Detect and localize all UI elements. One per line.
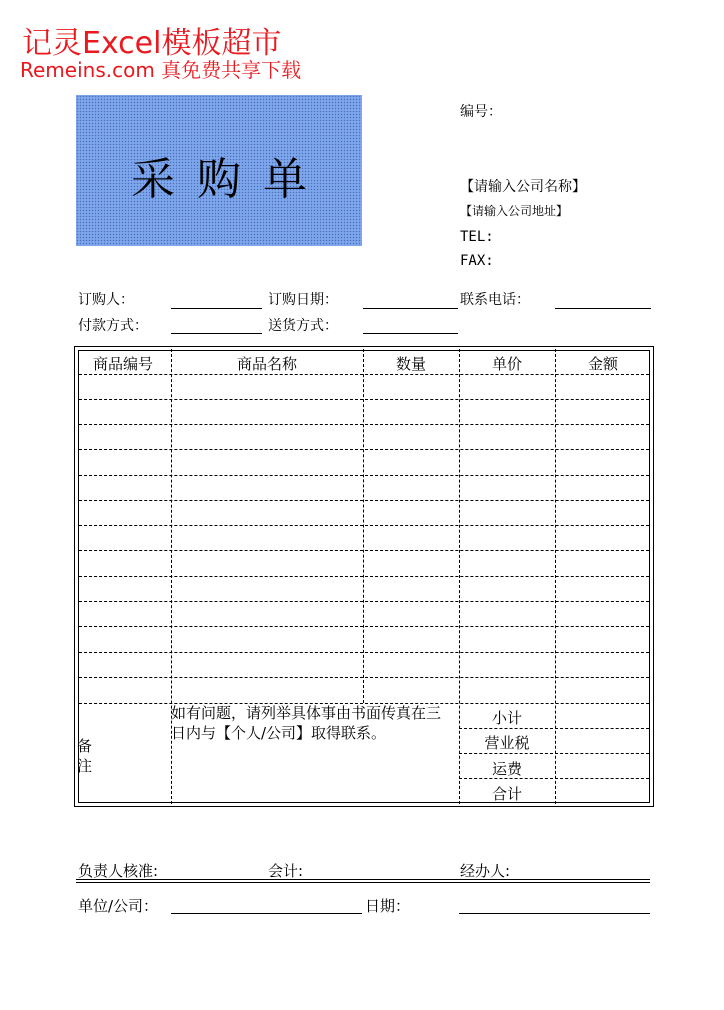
title-banner (76, 95, 362, 246)
delivery-method-field[interactable] (363, 333, 458, 334)
unit-label: 单位/公司： (78, 897, 159, 915)
date-field[interactable] (459, 913, 650, 914)
table-row (79, 525, 649, 526)
col-header-name: 商品名称 (236, 355, 297, 373)
order-date-field[interactable] (363, 308, 458, 309)
accountant-label: 会计: (268, 862, 304, 880)
table-row (79, 626, 649, 627)
orderer-label: 订购人： (78, 292, 134, 308)
document-title: 采购单 (131, 154, 329, 205)
company-name: 【请输入公司名称】 (460, 179, 586, 195)
watermark-title: 记灵Excel模板超市 (22, 26, 282, 61)
totals-row-line (459, 753, 649, 754)
table-row (79, 399, 649, 400)
table-row (79, 424, 649, 425)
payment-method-label: 付款方式： (78, 318, 148, 334)
table-row (79, 449, 649, 450)
remarks-text: 如有问题，请列举具体事由书面传真在三日内与【个人/公司】取得联系。 (171, 704, 442, 742)
total-label: 合计 (491, 785, 522, 803)
table-row (79, 475, 649, 476)
contact-phone-field[interactable] (555, 308, 651, 309)
col-divider (363, 349, 364, 703)
tel-label: TEL: (460, 229, 494, 245)
table-row (79, 374, 649, 375)
signature-divider (76, 882, 650, 883)
table-row (79, 652, 649, 653)
approver-label: 负责人核准: (78, 862, 159, 880)
handler-label: 经办人: (460, 862, 511, 880)
shipping-label: 运费 (491, 760, 522, 778)
col-header-quantity: 数量 (395, 355, 426, 373)
col-header-unit-price: 单价 (491, 355, 522, 373)
watermark-subtitle: Remeins.com 真免费共享下载 (20, 58, 302, 82)
remarks-label: 备注 (77, 737, 93, 775)
table-row (79, 550, 649, 551)
col-header-amount: 金额 (587, 355, 618, 373)
subtotal-label: 小计 (491, 709, 522, 727)
totals-row-line (459, 728, 649, 729)
contact-phone-label: 联系电话： (460, 292, 530, 308)
payment-method-field[interactable] (171, 333, 262, 334)
delivery-method-label: 送货方式： (268, 318, 338, 334)
col-header-code: 商品编号 (92, 355, 153, 373)
date-label: 日期： (365, 897, 411, 915)
orderer-field[interactable] (171, 308, 262, 309)
sales-tax-label: 营业税 (484, 734, 530, 752)
table-row (79, 500, 649, 501)
company-address: 【请输入公司地址】 (460, 204, 569, 218)
items-table (74, 346, 654, 807)
table-row (79, 601, 649, 602)
table-row (79, 677, 649, 678)
number-label: 编号： (460, 104, 502, 120)
signature-divider (76, 879, 650, 880)
order-date-label: 订购日期： (268, 292, 338, 308)
table-row (79, 576, 649, 577)
fax-label: FAX: (460, 253, 494, 269)
unit-field[interactable] (171, 913, 362, 914)
